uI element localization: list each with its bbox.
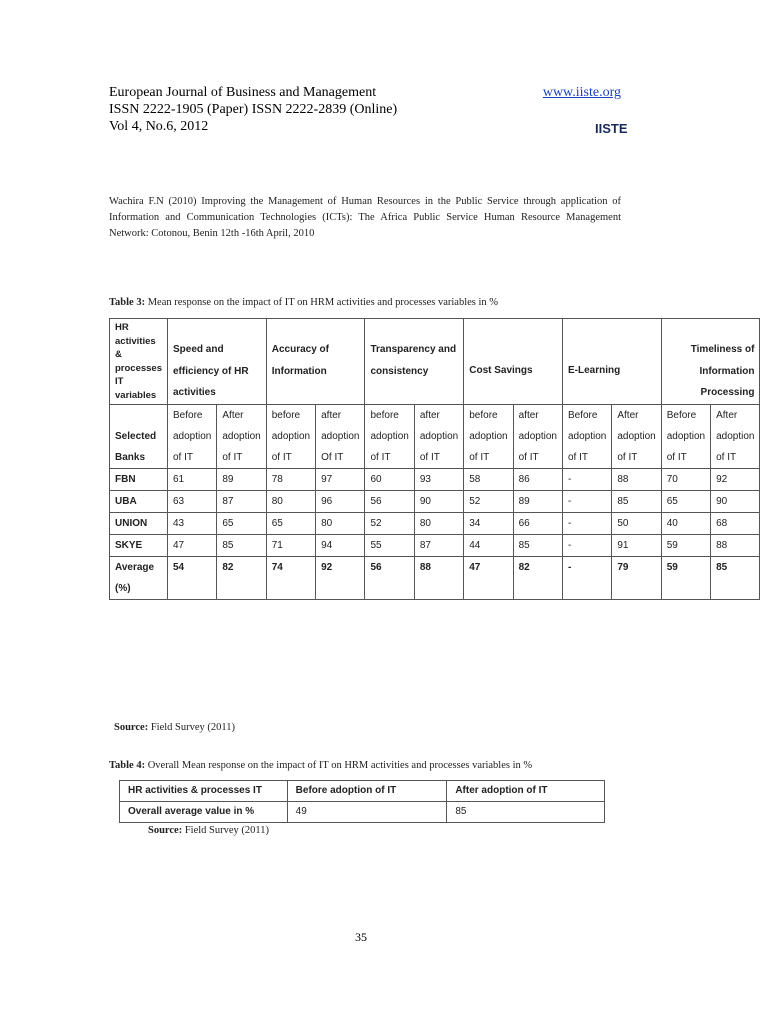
sub-header-cell: after adoption of IT (513, 404, 562, 468)
bank-label: UBA (110, 490, 168, 512)
value-cell: 91 (612, 534, 661, 556)
value-cell: 97 (316, 468, 365, 490)
table3-corner-cell: HR activities & processes IT variables (110, 319, 168, 405)
value-cell: 59 (661, 534, 710, 556)
value-cell: 86 (513, 468, 562, 490)
table-row (110, 468, 760, 490)
average-cell: 47 (464, 556, 513, 599)
issn-line: ISSN 2222-1905 (Paper) ISSN 2222-2839 (Online) (109, 102, 398, 117)
value-cell: 94 (316, 534, 365, 556)
overall-label: Overall average value in % (120, 802, 288, 823)
value-cell: 90 (414, 490, 463, 512)
value-cell: 34 (464, 512, 513, 534)
sub-header-cell: before adoption of IT (266, 404, 315, 468)
bank-label: UNION (110, 512, 168, 534)
value-cell: 52 (365, 512, 414, 534)
sub-header-cell: before adoption of IT (365, 404, 414, 468)
table-row (110, 512, 760, 534)
value-cell: 70 (661, 468, 710, 490)
value-cell: 71 (266, 534, 315, 556)
value-cell: 78 (266, 468, 315, 490)
value-cell: 65 (266, 512, 315, 534)
group-elearning: E-Learning (562, 319, 661, 405)
sub-header-cell: Before adoption of IT (661, 404, 710, 468)
value-cell: 68 (711, 512, 760, 534)
average-cell: 79 (612, 556, 661, 599)
value-cell: 85 (612, 490, 661, 512)
average-label: Average (%) (110, 556, 168, 599)
average-cell: 85 (711, 556, 760, 599)
value-cell: 52 (464, 490, 513, 512)
value-cell: - (562, 534, 611, 556)
value-cell: - (562, 490, 611, 512)
average-cell: 82 (513, 556, 562, 599)
value-cell: 63 (168, 490, 217, 512)
value-cell: 85 (217, 534, 266, 556)
average-cell: 56 (365, 556, 414, 599)
average-cell: 54 (168, 556, 217, 599)
page-number: 35 (355, 930, 367, 944)
value-cell: 61 (168, 468, 217, 490)
svg-text:IISTE: IISTE (595, 121, 628, 136)
table-row (110, 490, 760, 512)
average-cell: 59 (661, 556, 710, 599)
value-cell: 92 (711, 468, 760, 490)
table4-header-cell: HR activities & processes IT (120, 781, 288, 802)
value-cell: 96 (316, 490, 365, 512)
bank-label: FBN (110, 468, 168, 490)
page-header (109, 84, 621, 135)
table-3 (109, 318, 760, 600)
table3-caption: Table 3: Mean response on the impact of IT on HRM activities and processes variables in % (109, 297, 499, 308)
group-transparency: Transparency and consistency (365, 319, 464, 405)
average-cell: 88 (414, 556, 463, 599)
average-cell: 82 (217, 556, 266, 599)
table3-group-header-row (110, 319, 760, 405)
group-timeliness: Timeliness of Information Processing (661, 319, 760, 405)
value-cell: 80 (414, 512, 463, 534)
volume-line: Vol 4, No.6, 2012 (109, 119, 209, 134)
value-cell: 56 (365, 490, 414, 512)
iiste-logo-icon (595, 119, 628, 136)
value-cell: 90 (711, 490, 760, 512)
table-4 (119, 780, 605, 823)
group-speed: Speed and efficiency of HR activities (168, 319, 267, 405)
journal-url-link[interactable]: www.iiste.org (542, 85, 621, 100)
value-cell: 88 (711, 534, 760, 556)
average-row (110, 556, 760, 599)
sub-header-cell: after adoption Of IT (316, 404, 365, 468)
average-cell: 74 (266, 556, 315, 599)
sub-header-cell: after adoption of IT (414, 404, 463, 468)
table4-header-cell: After adoption of IT (447, 781, 605, 802)
value-cell: 85 (513, 534, 562, 556)
value-cell: 93 (414, 468, 463, 490)
after-value: 85 (447, 802, 605, 823)
selected-banks-label: Selected Banks (110, 404, 168, 468)
value-cell: 80 (316, 512, 365, 534)
table4-header-cell: Before adoption of IT (287, 781, 447, 802)
value-cell: 40 (661, 512, 710, 534)
value-cell: - (562, 512, 611, 534)
value-cell: 55 (365, 534, 414, 556)
value-cell: 89 (513, 490, 562, 512)
value-cell: 87 (414, 534, 463, 556)
value-cell: 50 (612, 512, 661, 534)
sub-header-cell: Before adoption of IT (168, 404, 217, 468)
value-cell: 80 (266, 490, 315, 512)
value-cell: 60 (365, 468, 414, 490)
average-cell: - (562, 556, 611, 599)
table-row (110, 534, 760, 556)
value-cell: 58 (464, 468, 513, 490)
value-cell: 89 (217, 468, 266, 490)
sub-header-cell: After adoption of IT (217, 404, 266, 468)
value-cell: 65 (217, 512, 266, 534)
table4-caption: Table 4: Overall Mean response on the impact of IT on HRM activities and processes variables in % (109, 760, 533, 771)
sub-header-cell: After adoption of IT (612, 404, 661, 468)
table4-header-row (120, 781, 605, 802)
value-cell: 47 (168, 534, 217, 556)
value-cell: 43 (168, 512, 217, 534)
before-value: 49 (287, 802, 447, 823)
table3-sub-header-row (110, 404, 760, 468)
bank-label: SKYE (110, 534, 168, 556)
group-cost-savings: Cost Savings (464, 319, 563, 405)
journal-title: European Journal of Business and Management (109, 85, 377, 100)
table4-source: Source: Field Survey (2011) (148, 825, 270, 836)
table-row (120, 802, 605, 823)
value-cell: 88 (612, 468, 661, 490)
value-cell: 66 (513, 512, 562, 534)
group-accuracy: Accuracy of Information (266, 319, 365, 405)
value-cell: 65 (661, 490, 710, 512)
average-cell: 92 (316, 556, 365, 599)
value-cell: 44 (464, 534, 513, 556)
sub-header-cell: before adoption of IT (464, 404, 513, 468)
table3-source: Source: Field Survey (2011) (114, 722, 236, 733)
reference-paragraph: Wachira F.N (2010) Improving the Management of Human Resources in the Public Service through application of Information and Communication Technologies (ICTs): The Africa Public Service Human Resource Management Network: Cotonou, Benin 12th -16th April, 2010 (109, 196, 621, 239)
sub-header-cell: Before adoption of IT (562, 404, 611, 468)
value-cell: 87 (217, 490, 266, 512)
value-cell: - (562, 468, 611, 490)
sub-header-cell: After adoption of IT (711, 404, 760, 468)
